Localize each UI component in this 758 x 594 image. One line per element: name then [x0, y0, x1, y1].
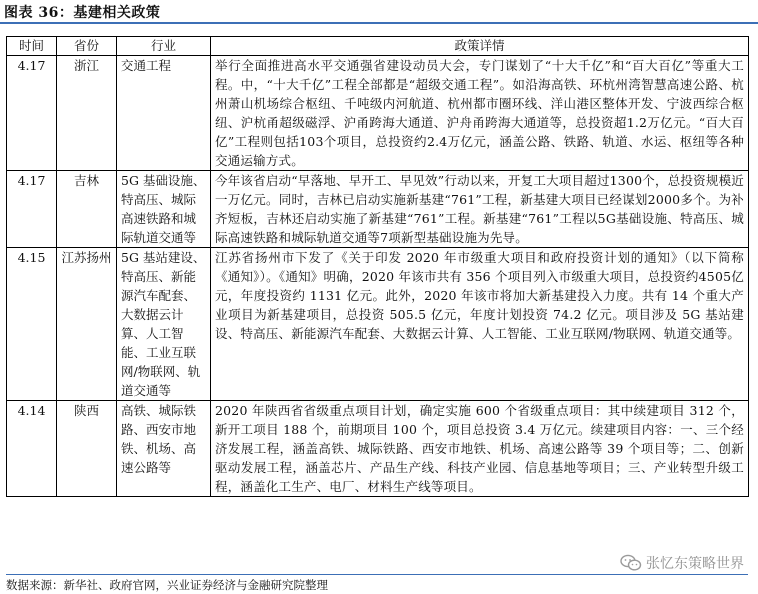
table-row: [7, 171, 749, 248]
row-detail: 2020 年陕西省省级重点项目计划，确定实施 600 个省级重点项目：其中续建项目 312 个，新开工项目 188 个，前期项目 100 个，项目总投资 3.4 万亿元。续建项目内容：一、三个经济发展工程，涵盖高铁、城际铁路、西安市地铁、机场、高速公路等 39 个项目等；二、创新驱动发展工程，涵盖芯片、产品生产线、科技产业园、信息基地等项目；三、产业转型升级工程，涵盖化工生产、电厂、材料生产线等项目。: [211, 401, 749, 497]
row-province: 江苏扬州: [57, 248, 117, 401]
header-industry: 行业: [117, 37, 211, 56]
header-province: 省份: [57, 37, 117, 56]
row-date: 4.14: [7, 401, 57, 497]
row-industry: 高铁、城际铁路、西安市地铁、机场、高速公路等: [117, 401, 211, 497]
row-industry: 5G 基站建设、特高压、新能源汽车配套、大数据云计算、人工智能、工业互联网/物联网、轨道交通等: [117, 248, 211, 401]
row-detail: 今年该省启动“早落地、早开工、早见效”行动以来，开复工大项目超过1300个，总投资规模近一万亿元。同时，吉林已启动实施新基建“761”工程，新基建大项目已经谋划2000多个。为补齐短板，吉林还启动实施了新基建“761”工程。新基建“761”工程以5G基础设施、特高压、城际高速铁路和城际轨道交通等7项新型基础设施为先导。: [211, 171, 749, 248]
row-date: 4.15: [7, 248, 57, 401]
policy-table: [6, 36, 749, 497]
row-province: 陕西: [57, 401, 117, 497]
row-province: 浙江: [57, 56, 117, 171]
table-row: [7, 248, 749, 401]
row-detail: 举行全面推进高水平交通强省建设动员大会，专门谋划了“十大千亿”和“百大百亿”等重大工程。中，“十大千亿”工程全部都是“超级交通工程”。如沿海高铁、环杭州湾智慧高速公路、杭州萧山机场综合枢纽、千吨级内河航道、杭州都市圈环线、洋山港区整体开发、宁波西综合枢纽、沪杭甬超级磁浮、沪甬跨海大通道、沪舟甬跨海大通道等，总投资超1.2万亿元。“百大百亿”工程则包括103个项目，总投资约2.4万亿元，涵盖公路、铁路、轨道、水运、枢纽等各种交通运输方式。: [211, 56, 749, 171]
row-province: 吉林: [57, 171, 117, 248]
header-detail: 政策详情: [211, 37, 749, 56]
row-detail: 江苏省扬州市下发了《关于印发 2020 年市级重大项目和政府投资计划的通知》（以下简称《通知》）。《通知》明确，2020 年该市共有 356 个项目列入市级重大项目，总投资约4505亿元，年度投资约 1131 亿元。此外，2020 年该市将加大新基建投入力度。共有 14 个重大产业项目为新基建项目，总投资 505.5 亿元，年度计划投资 74.2 亿元。项目涉及 5G 基站建设、特高压、新能源汽车配套、大数据云计算、人工智能、工业互联网/物联网、轨道交通等。: [211, 248, 749, 401]
table-header-row: [7, 37, 749, 56]
title-bar: [0, 0, 758, 24]
row-industry: 5G 基础设施、特高压、城际高速铁路和城际轨道交通等: [117, 171, 211, 248]
row-date: 4.17: [7, 56, 57, 171]
row-date: 4.17: [7, 171, 57, 248]
header-date: 时间: [7, 37, 57, 56]
table-row: [7, 56, 749, 171]
row-industry: 交通工程: [117, 56, 211, 171]
watermark-text: 张忆东策略世界: [646, 556, 744, 572]
source-note: 数据来源：新华社、政府官网，兴业证券经济与金融研究院整理: [6, 574, 748, 593]
figure-title: 图表 36：基建相关政策: [4, 5, 161, 21]
wechat-icon: [620, 554, 642, 572]
watermark: [618, 553, 746, 573]
table-row: [7, 401, 749, 497]
